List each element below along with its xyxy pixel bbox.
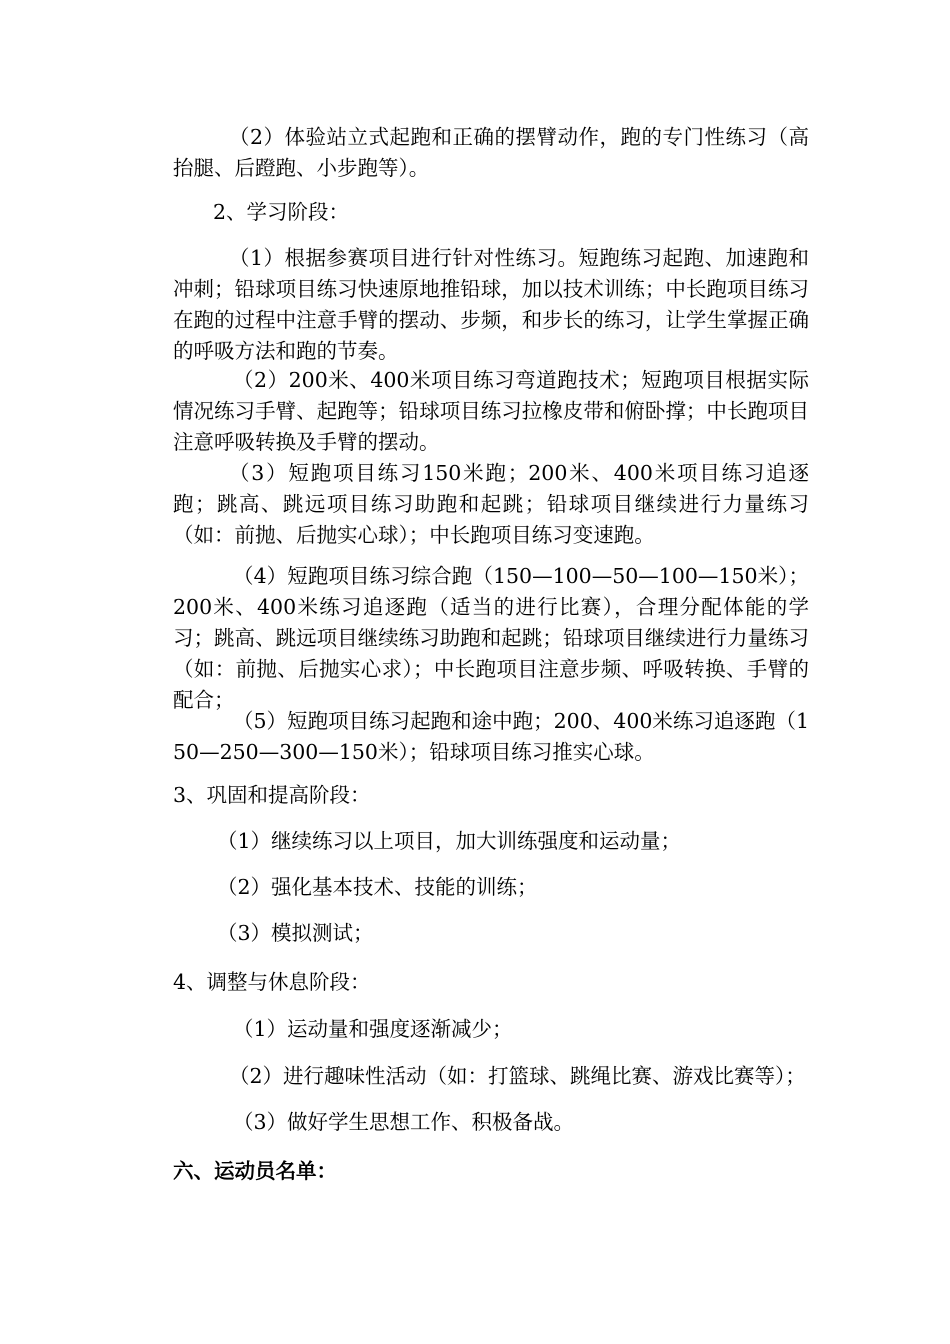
paragraph-stage-2-item-2: （2）200米、400米项目练习弯道跑技术；短跑项目根据实际情况练习手臂、起跑等；铅球项目练习拉橡皮带和俯卧撑；中长跑项目注意呼吸转换及手臂的摆动。: [173, 368, 809, 454]
paragraph-stage-2-item-4: （4）短跑项目练习综合跑（150—100—50—100—150米）；200米、400米练习追逐跑（适当的进行比赛），合理分配体能的学习；跳高、跳远项目继续练习助跑和起跳；铅球项目继续进行力量练习（如：前抛、后抛实心求）；中长跑项目注意步频、呼吸转换、手臂的配合；: [173, 564, 809, 712]
paragraph-stage-4-item-3: （3）做好学生思想工作、积极备战。: [233, 1110, 575, 1134]
paragraph-stage-2-item-5: （5）短跑项目练习起跑和途中跑；200、400米练习追逐跑（150—250—300—150米）；铅球项目练习推实心球。: [173, 709, 809, 764]
paragraph-stage-4-item-1: （1）运动量和强度逐渐减少；: [233, 1017, 513, 1041]
section-heading-athletes: 六、运动员名单：: [173, 1159, 337, 1183]
paragraph-stage-4-heading: 4、调整与休息阶段：: [173, 970, 371, 994]
paragraph-stage-3-heading: 3、巩固和提高阶段：: [173, 783, 371, 807]
paragraph-stage-3-item-3: （3）模拟测试；: [217, 921, 374, 945]
paragraph-1: （2）体验站立式起跑和正确的摆臂动作，跑的专门性练习（高抬腿、后蹬跑、小步跑等）。: [173, 125, 809, 180]
paragraph-stage-3-item-2: （2）强化基本技术、技能的训练；: [217, 875, 538, 899]
paragraph-stage-2-item-3: （3）短跑项目练习150米跑；200米、400米项目练习追逐跑；跳高、跳远项目练习助跑和起跳；铅球项目继续进行力量练习（如：前抛、后抛实心球）；中长跑项目练习变速跑。: [173, 461, 809, 547]
paragraph-stage-3-item-1: （1）继续练习以上项目，加大训练强度和运动量；: [217, 829, 682, 853]
paragraph-stage-2-item-1: （1）根据参赛项目进行针对性练习。短跑练习起跑、加速跑和冲刺；铅球项目练习快速原地推铅球，加以技术训练；中长跑项目练习在跑的过程中注意手臂的摆动、步频，和步长的练习，让学生掌握正确的呼吸方法和跑的节奏。: [173, 246, 809, 363]
paragraph-stage-2-heading: 2、学习阶段：: [213, 200, 350, 224]
paragraph-stage-4-item-2: （2）进行趣味性活动（如：打篮球、跳绳比赛、游戏比赛等）；: [229, 1064, 806, 1088]
